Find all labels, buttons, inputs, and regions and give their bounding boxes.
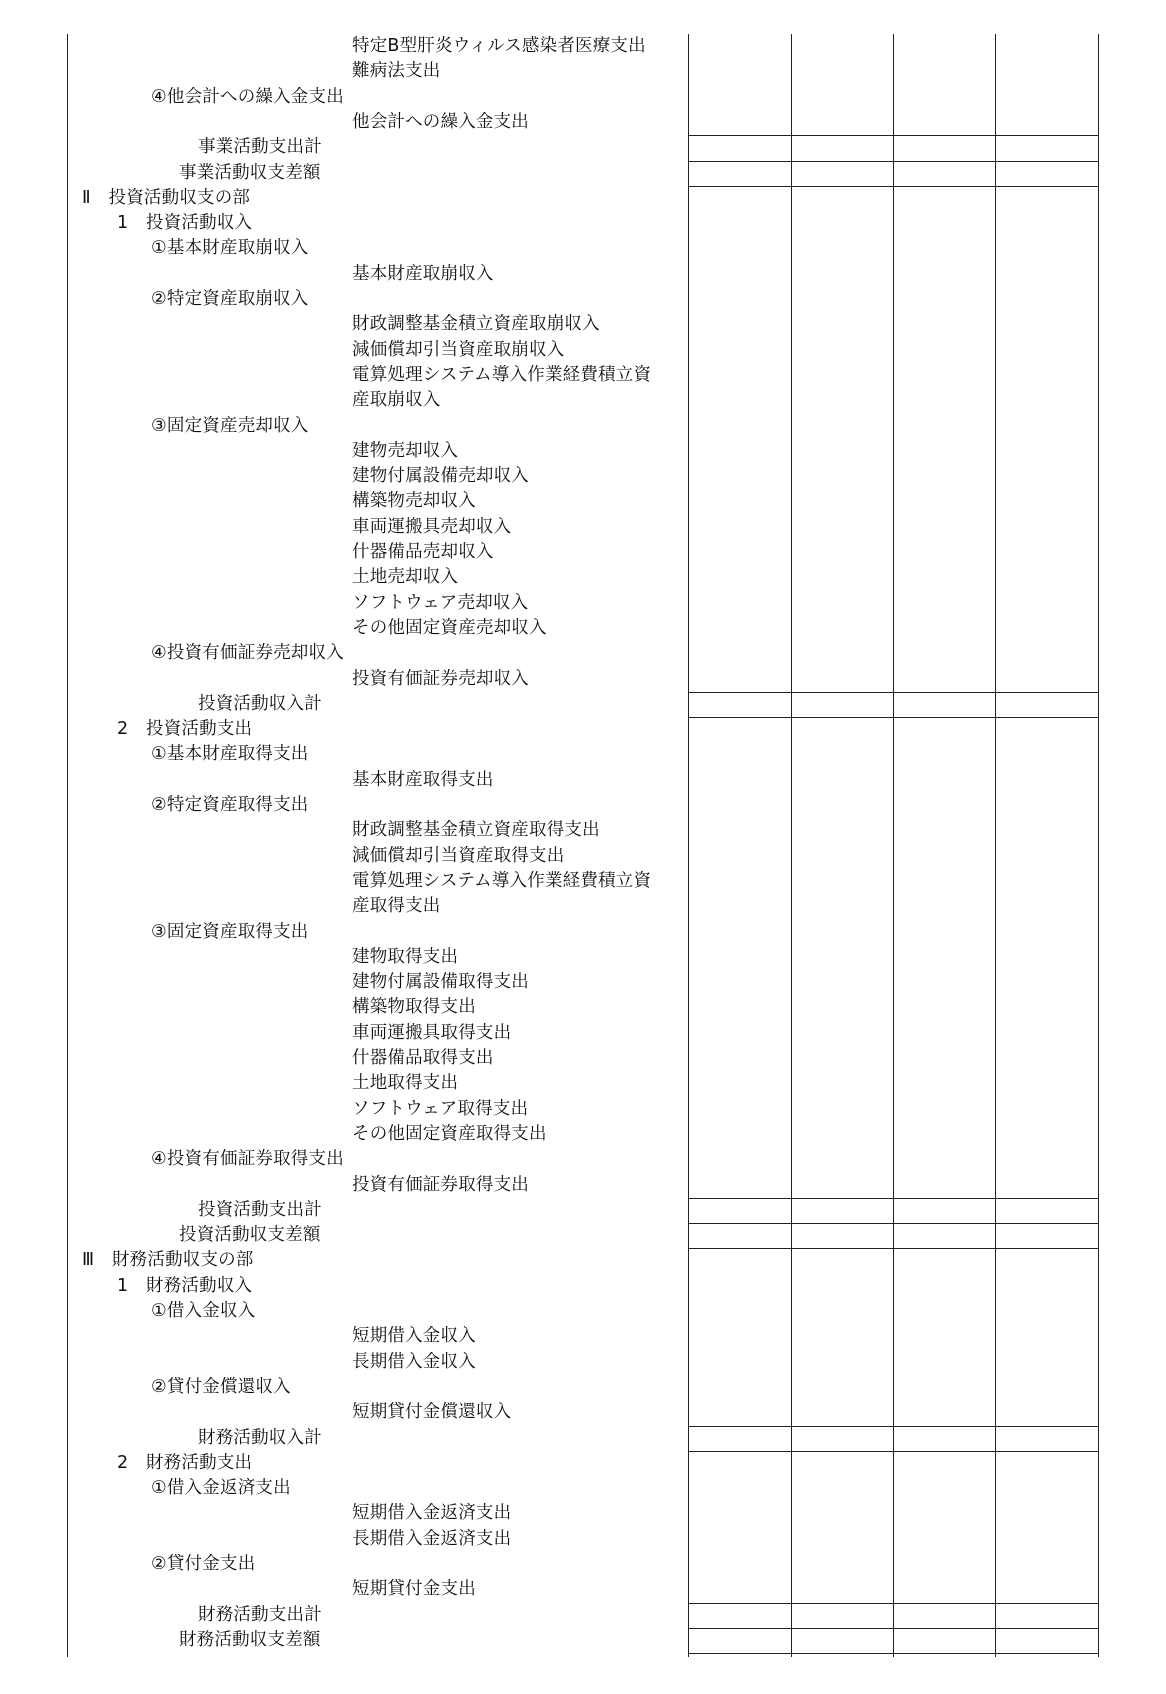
account-row-sub: ②特定資産取崩収入 (151, 289, 309, 309)
account-row-item: 短期借入金返済支出 (352, 1503, 512, 1524)
account-row-sub: ①借入金収入 (151, 1301, 256, 1321)
account-row-total: 事業活動支出計 (198, 137, 322, 158)
account-row-sub: ②貸付金支出 (151, 1554, 256, 1574)
column-rule (67, 34, 68, 1657)
row-rule (688, 1198, 1099, 1199)
account-row-item: 什器備品売却収入 (352, 542, 494, 562)
account-row-item: 長期借入金収入 (352, 1351, 476, 1372)
account-row-sub: ③固定資産売却収入 (151, 415, 309, 436)
account-row-sub: ④他会計への繰入金支出 (151, 86, 344, 107)
account-row-item: 短期貸付金償還収入 (352, 1402, 512, 1423)
account-row-item: 土地取得支出 (352, 1073, 459, 1094)
account-row-item: その他固定資産取得支出 (352, 1123, 547, 1144)
account-row-item: 土地売却収入 (352, 567, 459, 588)
account-row-item: 他会計への繰入金支出 (352, 111, 529, 132)
account-row-item: 特定B型肝炎ウィルス感染者医療支出 (352, 36, 646, 56)
account-row-sub: ①借入金返済支出 (151, 1478, 291, 1499)
account-row-total: 財務活動収入計 (198, 1427, 322, 1448)
account-row-item: 車両運搬具売却収入 (352, 516, 512, 537)
account-row-item: 建物売却収入 (352, 440, 459, 461)
account-row-total: 投資活動収入計 (198, 693, 322, 714)
row-rule (688, 1603, 1099, 1604)
account-row-item: 投資有価証券取得支出 (352, 1174, 529, 1195)
account-row-sub: ①基本財産取崩収入 (151, 238, 309, 259)
row-rule (688, 1426, 1099, 1427)
account-row-item: 財政調整基金積立資産取崩収入 (352, 314, 600, 335)
account-row-section: Ⅲ 財務活動収支の部 (82, 1250, 254, 1271)
account-row-item: 建物取得支出 (352, 946, 459, 967)
account-row-item: 財政調整基金積立資産取得支出 (352, 820, 600, 841)
account-row-item: 短期貸付金支出 (352, 1579, 476, 1600)
row-rule (688, 1248, 1099, 1249)
column-rule (1098, 34, 1099, 1657)
account-row-item: 減価償却引当資産取得支出 (352, 845, 565, 866)
account-row-section: Ⅱ 投資活動収支の部 (82, 187, 251, 208)
account-row-group: 2 財務活動支出 (117, 1452, 253, 1473)
account-row-sub: ④投資有価証券売却収入 (151, 643, 344, 664)
account-row-group: 1 財務活動収入 (117, 1275, 253, 1296)
account-row-item: 建物付属設備売却収入 (352, 466, 529, 487)
account-row-item: 減価償却引当資産取崩収入 (352, 339, 565, 360)
account-row-item: 投資有価証券売却収入 (352, 668, 529, 689)
account-row-item: 基本財産取得支出 (352, 769, 494, 790)
account-row-diff: 財務活動収支差額 (179, 1629, 321, 1650)
account-row-diff: 事業活動収支差額 (179, 162, 321, 183)
row-rule (688, 1653, 1099, 1654)
column-rule (791, 34, 792, 1657)
row-rule (688, 692, 1099, 693)
row-rule (688, 1223, 1099, 1224)
column-rule (688, 34, 689, 1657)
account-row-item: 什器備品取得支出 (352, 1048, 494, 1068)
account-row-sub: ②貸付金償還収入 (151, 1376, 291, 1397)
row-rule (688, 1451, 1099, 1452)
account-row-item: 電算処理システム導入作業経費積立資 (352, 870, 652, 891)
column-rule (893, 34, 894, 1657)
account-row-item: 産取得支出 (352, 896, 441, 917)
account-row-group: 2 投資活動支出 (117, 719, 253, 740)
account-row-diff: 投資活動収支差額 (179, 1225, 321, 1246)
account-row-sub: ③固定資産取得支出 (151, 921, 309, 942)
account-row-item: 構築物売却収入 (352, 491, 476, 512)
account-row-sub: ④投資有価証券取得支出 (151, 1149, 344, 1170)
account-row-group: 1 投資活動収入 (117, 213, 253, 234)
row-rule (688, 135, 1099, 136)
row-rule (688, 161, 1099, 162)
account-row-item: 難病法支出 (352, 61, 441, 82)
row-rule (688, 717, 1099, 718)
account-row-item: 車両運搬具取得支出 (352, 1022, 512, 1043)
account-row-item: 建物付属設備取得支出 (352, 972, 529, 993)
account-row-item: 産取崩収入 (352, 390, 441, 411)
account-row-item: 長期借入金返済支出 (352, 1528, 512, 1549)
account-row-sub: ①基本財産取得支出 (151, 744, 309, 765)
column-rule (995, 34, 996, 1657)
account-row-total: 財務活動支出計 (198, 1604, 322, 1625)
account-row-item: 基本財産取崩収入 (352, 263, 494, 284)
account-row-item: その他固定資産売却収入 (352, 617, 547, 638)
account-row-item: 構築物取得支出 (352, 997, 476, 1018)
account-row-total: 投資活動支出計 (198, 1199, 322, 1220)
account-row-item: 短期借入金収入 (352, 1326, 476, 1347)
account-row-sub: ②特定資産取得支出 (151, 795, 309, 815)
row-rule (688, 186, 1099, 187)
account-row-item: ソフトウェア売却収入 (352, 592, 529, 613)
row-rule (688, 1628, 1099, 1629)
account-row-item: ソフトウェア取得支出 (352, 1098, 529, 1119)
account-row-item: 電算処理システム導入作業経費積立資 (352, 364, 652, 385)
